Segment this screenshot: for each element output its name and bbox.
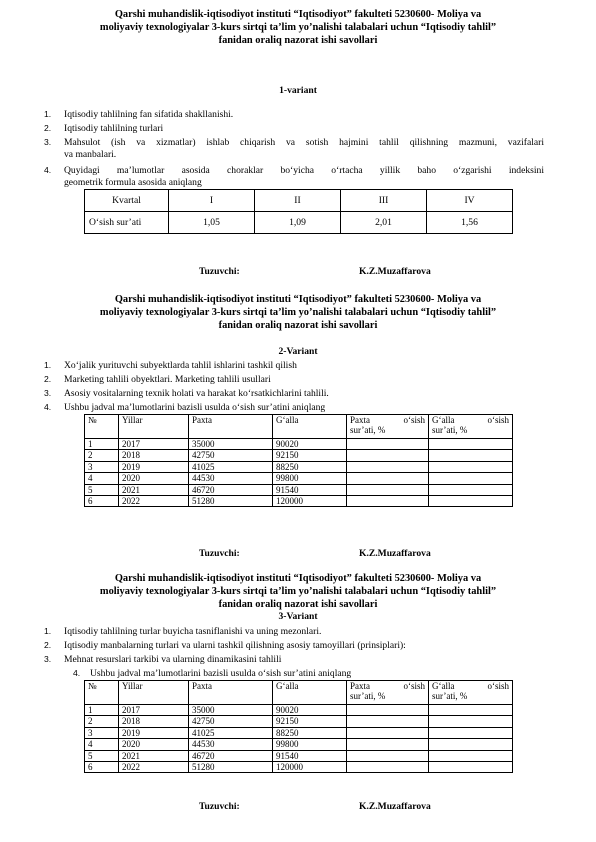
question-1-2: 2. Iqtisodiy tahlilning turlari [44, 123, 164, 134]
col-header-cotton: Paxta [189, 681, 273, 705]
col-header-years: Yillar [119, 681, 189, 705]
table-row: 2 2018 42750 92150 [85, 716, 513, 727]
document-title-3: Qarshi muhandislik-iqtisodiyot instituti “Iqtisodiyot” fakulteti 5230600- Moliya va moliyaviy texnologiyalar 3-kurs sirtqi ta’lim yo’nalishi talabalari uchun “Iqtisodiy tahlil” fanidan oraliq nazorat ishi savollari [99, 573, 497, 610]
table-row: 3 2019 41025 88250 [85, 461, 513, 472]
col-header-grain: G‘alla [273, 415, 347, 439]
table-row: 2 2018 42750 92150 [85, 450, 513, 461]
col-header-kvartal: Kvartal [85, 190, 169, 212]
table-row: 3 2019 41025 88250 [85, 727, 513, 738]
variant-3-heading: 3-Variant [278, 611, 318, 622]
table-row: 1 2017 35000 90020 [85, 439, 513, 450]
question-2-3: 3. Asosiy vositalarning texnik holati va harakat ko‘rsatkichlarini tahlili. [44, 388, 329, 399]
harvest-table-variant-2 [84, 414, 513, 507]
variant-2-heading: 2-Variant [278, 346, 318, 357]
signature-name-2: K.Z.Muzaffarova [359, 548, 431, 559]
question-2-4: 4. Ushbu jadval ma’lumotlarini bazisli usulda o‘sish sur’atini aniqlang [44, 402, 326, 413]
question-1-4: 4. Quyidagi ma’lumotlar asosida choraklar bo‘yicha o‘rtacha yillik baho o‘zgarishi indeksini geometrik formula asosida aniqlang [44, 165, 544, 188]
question-1-3: 3. Mahsulot (ish va xizmatlar) ishlab chiqarish va sotish hajmini tahlil qilishning mazmuni, vazifalari va manbalari. [44, 137, 544, 160]
signature-name-1: K.Z.Muzaffarova [359, 266, 431, 277]
table-row: 5 2021 46720 91540 [85, 484, 513, 495]
col-header-number: № [85, 415, 119, 439]
col-header-iii: III [341, 190, 427, 212]
table-row: 1 2017 35000 90020 [85, 705, 513, 716]
table-row: O‘sish sur’ati 1,05 1,09 2,01 1,56 [85, 212, 513, 234]
col-header-grain-growth-rate: G‘alla o‘sish sur’ati, % [429, 681, 513, 705]
col-header-i: I [169, 190, 255, 212]
col-header-number: № [85, 681, 119, 705]
table-row: 4 2020 44530 99800 [85, 739, 513, 750]
variant-1-heading: 1-variant [279, 85, 317, 96]
question-3-2: 2. Iqtisodiy manbalarning turlari va ularni tashkil qilishning asosiy tamoyillari (prinsiplari): [44, 640, 406, 651]
question-3-4: 4. Ushbu jadval ma’lumotlarini bazisli usulda o‘sish sur’atini aniqlang [73, 668, 352, 679]
growth-index-table [84, 189, 513, 234]
col-header-grain: G‘alla [273, 681, 347, 705]
col-header-ii: II [255, 190, 341, 212]
harvest-table-variant-3 [84, 680, 513, 773]
table-row: 5 2021 46720 91540 [85, 750, 513, 761]
document-title-2: Qarshi muhandislik-iqtisodiyot instituti “Iqtisodiyot” fakulteti 5230600- Moliya va moliyaviy texnologiyalar 3-kurs sirtqi ta’lim yo’nalishi talabalari uchun “Iqtisodiy tahlil” fanidan oraliq nazorat ishi savollari [99, 294, 497, 331]
question-3-3: 3. Mehnat resurslari tarkibi va ularning dinamikasini tahlili [44, 654, 282, 665]
question-2-2: 2. Marketing tahlili obyektlari. Marketing tahlili usullari [44, 374, 271, 385]
col-header-cotton-growth-rate: Paxta o‘sish sur’ati, % [347, 681, 429, 705]
signature-label-3: Tuzuvchi: [199, 801, 240, 812]
col-header-iv: IV [427, 190, 513, 212]
col-header-grain-growth-rate: G‘alla o‘sish sur’ati, % [429, 415, 513, 439]
col-header-years: Yillar [119, 415, 189, 439]
signature-label-2: Tuzuvchi: [199, 548, 240, 559]
table-row: 6 2022 51280 120000 [85, 496, 513, 507]
signature-label-1: Tuzuvchi: [199, 266, 240, 277]
table-row: 6 2022 51280 120000 [85, 762, 513, 773]
signature-name-3: K.Z.Muzaffarova [359, 801, 431, 812]
question-3-1: 1. Iqtisodiy tahlilning turlar buyicha tasniflanishi va uning mezonlari. [44, 626, 322, 637]
document-title-1: Qarshi muhandislik-iqtisodiyot instituti “Iqtisodiyot” fakulteti 5230600- Moliya va moliyaviy texnologiyalar 3-kurs sirtqi ta’lim yo’nalishi talabalari uchun “Iqtisodiy tahlil” fanidan oraliq nazorat ishi savollari [99, 9, 497, 46]
col-header-cotton-growth-rate: Paxta o‘sish sur’ati, % [347, 415, 429, 439]
question-2-1: 1. Xo‘jalik yurituvchi subyektlarda tahlil ishlarini tashkil qilish [44, 360, 297, 371]
table-row: 4 2020 44530 99800 [85, 473, 513, 484]
col-header-cotton: Paxta [189, 415, 273, 439]
question-1-1: 1. Iqtisodiy tahlilning fan sifatida shakllanishi. [44, 109, 234, 120]
